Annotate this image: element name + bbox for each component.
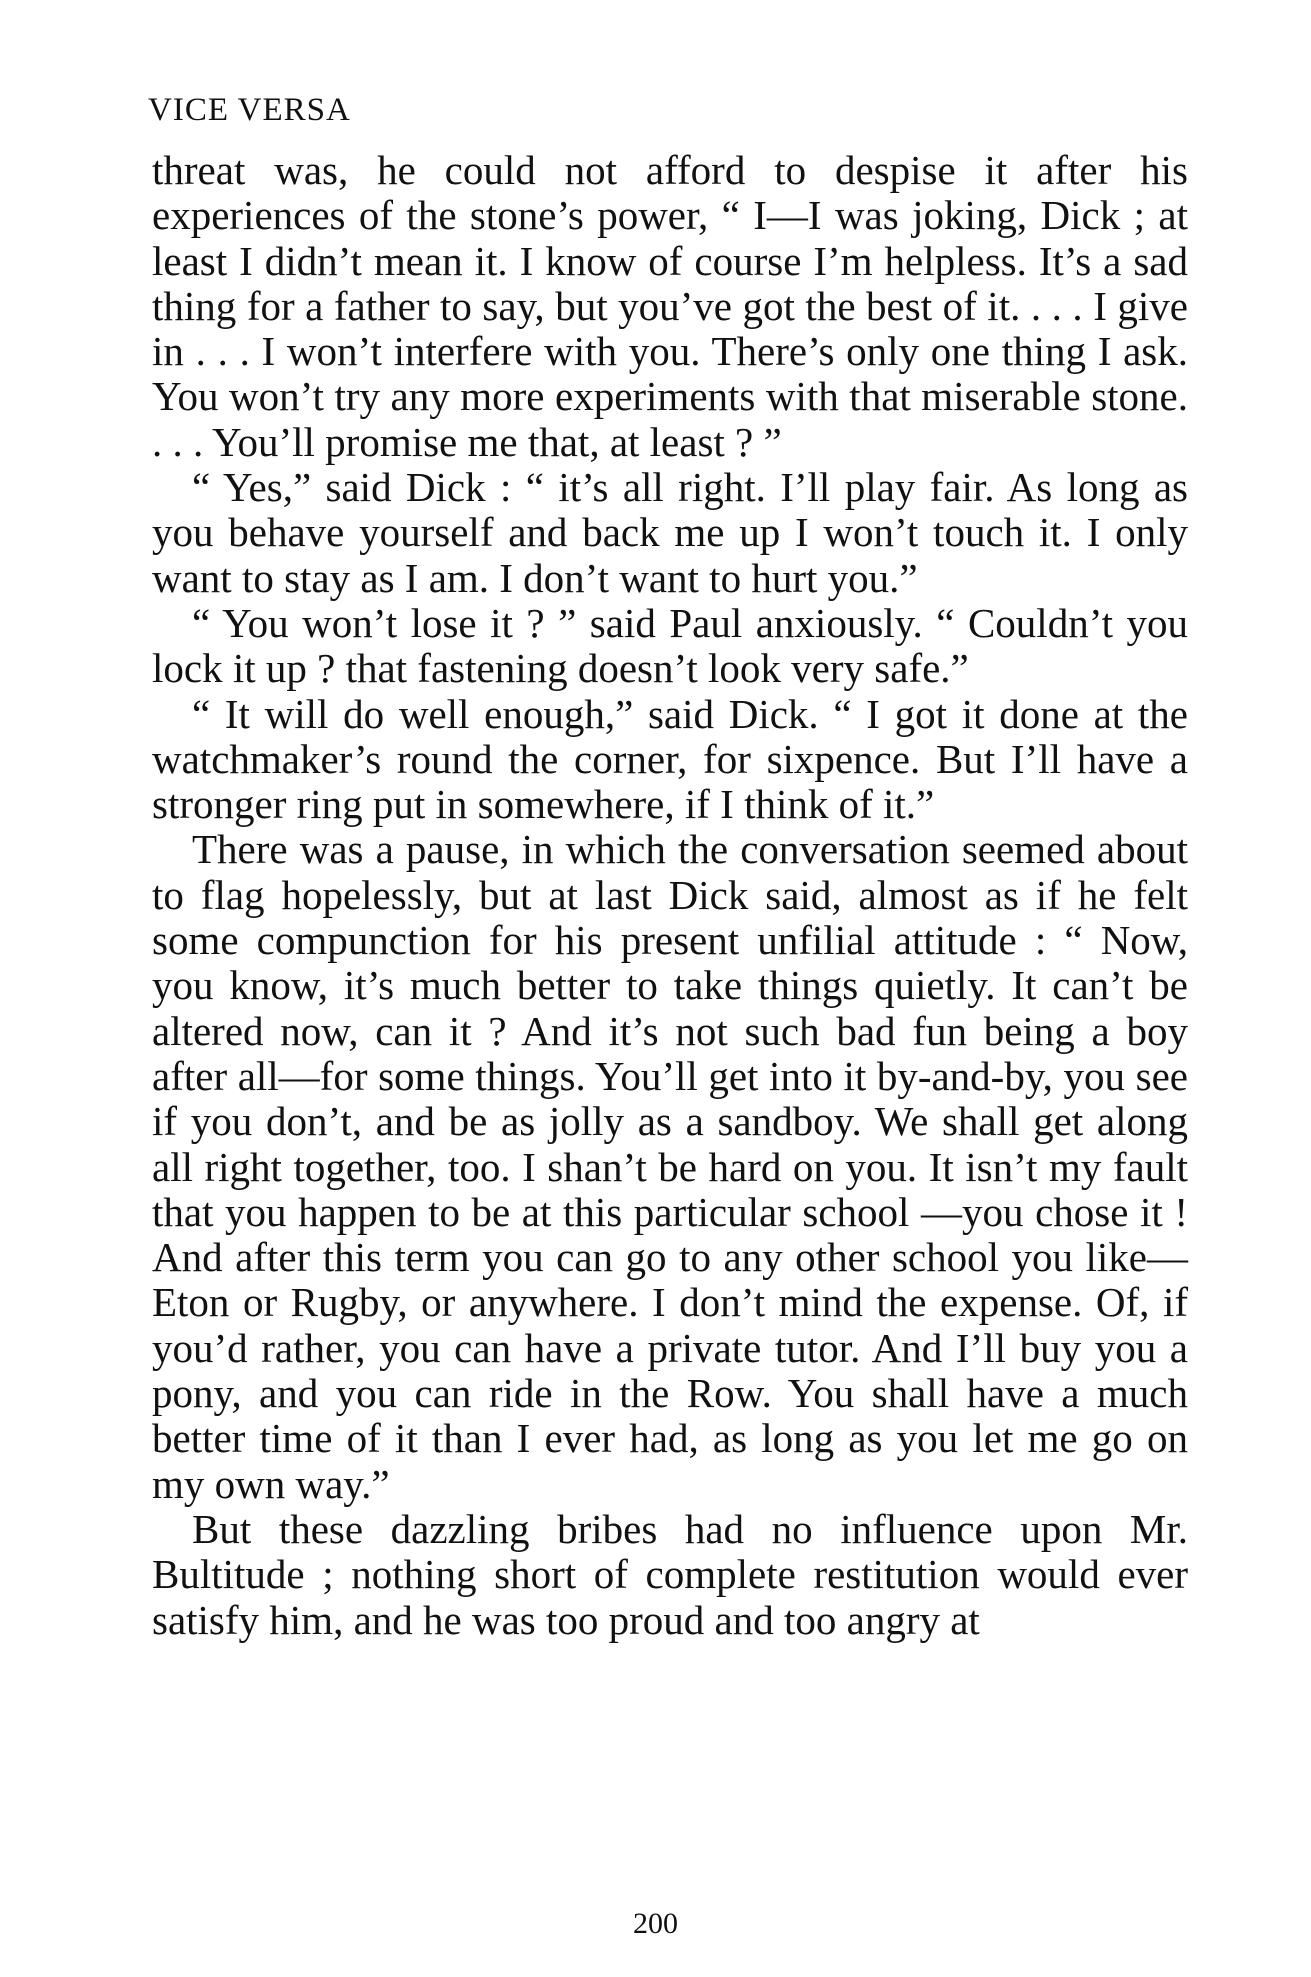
running-title: VICE VERSA bbox=[148, 92, 351, 128]
paragraph: There was a pause, in which the conversation seemed about to flag hopelessly, but at last Dick said, almost as if he felt some compunction for his present unfilial attitude : “ Now, you know, it’s much better to take things quietly. It can’t be altered now, can it ? And it’s not such bad fun being a boy after all—for some things. You’ll get into it by-and-by, you see if you don’t, and be as jolly as a sandboy. We shall get along all right together, too. I shan’t be hard on you. It isn’t my fault that you happen to be at this particular school —you chose it ! And after this term you can go to any other school you like—Eton or Rugby, or anywhere. I don’t mind the expense. Of, if you’d rather, you can have a private tutor. And I’ll buy you a pony, and you can ride in the Row. You shall have a much better time of it than I ever had, as long as you let me go on my own way.” bbox=[152, 826, 1188, 1507]
page-body bbox=[152, 148, 1188, 1643]
paragraph: But these dazzling bribes had no influence upon Mr. Bultitude ; nothing short of complete restitution would ever satisfy him, and he was too proud and too angry at bbox=[152, 1505, 1188, 1643]
paragraph: “ You won’t lose it ? ” said Paul anxiously. “ Couldn’t you lock it up ? that fastening doesn’t look very safe.” bbox=[152, 599, 1188, 692]
paragraph-continued: threat was, he could not afford to despise it after his experiences of the stone’s power, “ I—I was joking, Dick ; at least I didn’t mean it. I know of course I’m helpless. It’s a sad thing for a father to say, but you’ve got the best of it. . . . I give in . . . I won’t interfere with you. There’s only one thing I ask. You won’t try any more experiments with that miserable stone. . . . You’ll promise me that, at least ? ” bbox=[152, 147, 1188, 465]
paragraph: “ Yes,” said Dick : “ it’s all right. I’ll play fair. As long as you behave yourself and back me up I won’t touch it. I only want to stay as I am. I don’t want to hurt you.” bbox=[152, 464, 1188, 601]
page-number: 200 bbox=[633, 1907, 678, 1940]
paragraph: “ It will do well enough,” said Dick. “ I got it done at the watchmaker’s round the corner, for sixpence. But I’ll have a stronger ring put in somewhere, if I think of it.” bbox=[152, 690, 1188, 828]
